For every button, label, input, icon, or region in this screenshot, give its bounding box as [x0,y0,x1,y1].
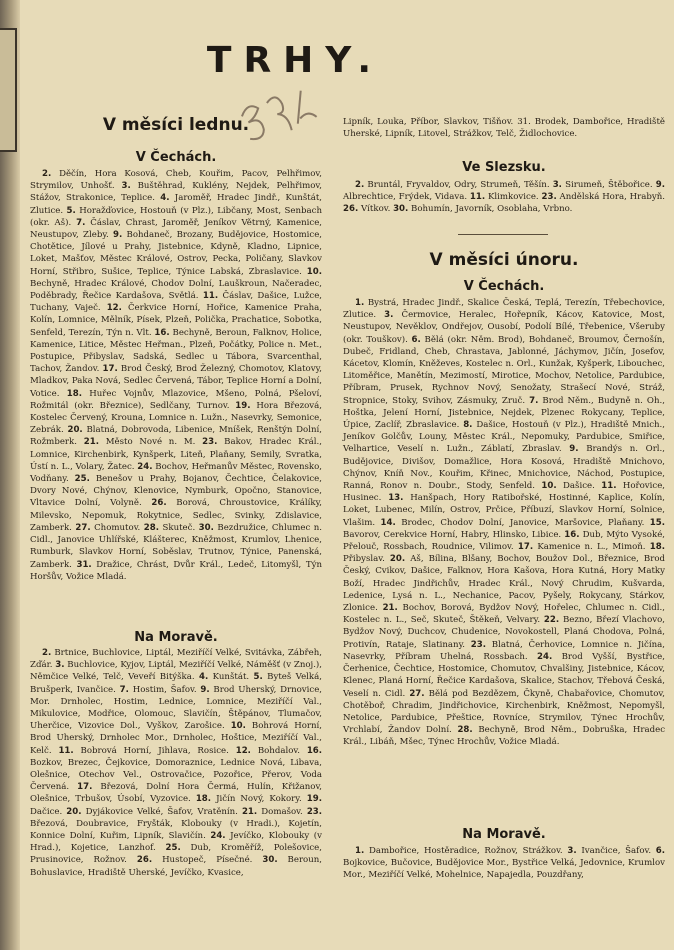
market-day: 13. [388,493,404,504]
market-day: 23. [306,806,323,817]
market-day: 6. [411,334,421,345]
market-towns: Hořovice, Husinec. [343,481,666,504]
market-towns: Brod Český, Brod Železný, Chomotov, Klatovy, Mladkov, Paka Nová, Sedlec Červená, Tábor, Teplice Horní a Dolní, Votice. [30,364,323,399]
market-day: 7. [529,395,539,406]
market-day: 5. [66,205,76,216]
market-day: 2. [42,648,52,658]
market-list-january-bohemia [30,168,322,583]
market-day: 6. [655,846,666,856]
market-day: 4. [160,193,170,204]
market-towns: Hanšpach, Hory Ratibořské, Hostinné, Kaplice, Kolín, Loket, Lubenec, Milín, Ostrov, Prčice, Příbuzí, Slavkov Horní, Solnice, Vlašim. [343,493,666,528]
market-towns: Dačice. [30,806,63,817]
market-day: 24. [210,831,226,842]
market-towns: Dyjákovice Velké, Šafov, Vratěnín. [85,806,238,817]
market-day: 19. [235,400,251,411]
market-towns: Čermovice, Heralec, Hořepník, Kácov, Katovice, Most, Neustupov, Nevěklov, Ondřejov, Ousobí, Podolí Bílé, Třebenice, Všeruby (okr. Touškov). [343,310,666,345]
market-towns: Jaroměř, Hradec Jindř., Kunštát, Zlutice. [30,193,323,216]
market-towns: Brtnice, Buchlovice, Liptál, Meziříčí Velké, Svitávka, Zábřeh, Zďár. [30,648,323,671]
market-towns: Kamenice n. L., Mimoň. [537,542,646,553]
market-day: 3. [384,310,394,321]
market-towns: Borová, Chroustovice, Králíky, Milevsko, Nepomuk, Rokytnice, Sedlec, Svinky, Zdislavice, Zamberk. [30,498,323,533]
market-day: 5. [253,672,263,683]
market-day: 24. [137,461,153,472]
market-day: 3. [552,180,562,190]
market-towns: Bavorov, Cerekvice Horní, Habry, Hlinsko, Libice. [343,529,562,540]
month-heading-february: V měsíci únoru. [429,250,579,270]
market-day: 30. [262,855,278,866]
market-day: 17. [102,364,118,375]
market-day: 17. [517,542,534,553]
market-day: 3. [121,181,131,192]
market-towns: Bobrová Horní, Jihlava, Rosice. [80,745,229,756]
market-towns: Bezdružice, Chlumec n. Cidl., Janovice Uhlířské, Klášterec, Kněžmost, Krumlov, Lhenice, Rumburk, Slavkov Horní, Soběslav, Trutnov, Týnice, Panenská, Zamberk. [30,522,323,570]
market-towns: Huřec Vojnův, Mlazovice, Mšeno, Polná, Pšeloví, Rožmitál (okr. Březnice), Sedlčany, Turnov. [30,388,323,411]
market-day: 14. [380,517,396,528]
market-towns: Jevíčko, Klobouky (v Hrad.), Kojetice, Lanzhof. [30,831,322,854]
market-day: 1. [355,298,365,308]
market-list-february-bohemia [343,297,665,749]
market-towns: Bělá (okr. Něm. Brod), Bohdaneč, Broumov, Černošín, Dubeč, Fridland, Cheb, Chrastava, Jablonné, Jáchymov, Jičín, Josefov, Kácetov, Klomín, Kněževes, Kostelec n. Orl., Kunžak, Kyšperk, Libouchec, Litoměřice, Manětín, Mezimostí, Mirotice, Mochov, Netolice, Pardubice, Příbram, Prusek, Rychnov Nový, Senožaty, Strašecí Nové, Stráž, Stropnice, Stoky, Svihov, Zásmuky, Zruč. [343,334,666,406]
market-towns: Benešov u Prahy, Bojanov, Čechtice, Čelakovice, Dvory Nové, Chýnov, Klenovice, Nymburk, Opočno, Stanovice, Vltavice Dolní, Volyně. [30,474,323,509]
market-day: 23. [202,437,218,448]
market-day: 19. [306,794,322,805]
market-towns: Bohdaneč, Brozany, Budějovice, Hostomice, Chotětice, Jílové u Prahy, Jistebnice, Kdyně, Kladno, Lipnice, Loket, Mašťov, Městec Králové, Ostrov, Pecka, Poličany, Slavkov Horní, Střibro, Sušice, Teplice, Týnice Labská, Zbraslavice. [30,230,323,277]
book-binding [0,0,20,950]
region-heading-silesia: Ve Slezsku. [462,160,546,175]
market-towns: Sirumeň, Štěbořice. [565,180,653,190]
market-day: 11. [469,192,486,203]
market-day: 16. [306,745,323,756]
market-towns: Buchlovice, Kyjov, Liptál, Meziříčí Velké, Náměšť (v Znoj.), Němčice Velké, Telč, Veveří Bitýška. [30,660,323,683]
market-towns: Bojkovice, Bučovice, Budějovice Mor., Bystřice Velká, Jedovnice, Krumlov Mor., Meziříčí Velké, Mohelnice, Napajedla, Pouzdřany, [343,858,665,881]
section-divider [458,234,548,235]
market-day: 28. [143,522,159,533]
market-towns: Domašov. [261,806,303,817]
market-day: 23. [470,639,487,650]
market-day: 10. [306,266,323,277]
market-day: 26. [343,204,359,215]
market-day: 2. [355,180,365,190]
right-column [343,0,665,950]
market-day: 11. [601,481,617,492]
market-day: 30. [198,522,214,533]
market-towns: Bohrová Horní, Brod Uherský, Drnholec Mor., Drnholec, Hoštice, Meziříčí Val., Kelč. [30,721,322,756]
market-day: 2. [42,169,52,179]
market-day: 17. [77,782,93,793]
market-towns: Hostim, Šafov. [132,684,197,695]
market-day: 18. [66,388,82,399]
market-towns: Blatná, Čerhovice, Lomnice n. Jičína, Nasevrky, Příbram Uhelná, Rossbach. [343,639,666,662]
market-day: 10. [541,481,557,492]
page-title: TRHY. [206,40,384,81]
market-towns: Bochov, Heřmanův Městec, Rovensko, Vodňany. [30,461,323,485]
market-towns: Čerkvice Horní, Hořice, Kamenice Praha, Kolín, Lomnice, Mělník, Písek, Plzeň, Polička, Prachatice, Sobotka, Senfeld, Terezín, Týn n. Vlt. [30,303,323,338]
market-day: 21. [241,806,258,817]
market-day: 9. [569,444,579,455]
market-towns: Brod Uherský, Drnovice, Mor. Drnholec, Hostim, Lednice, Lomnice, Meziříčí Val., Mikulovice, Modřice, Olomouc, Slavičín, Štěpánov, Tlumačov, Uherčice, Vizovice Dol., Vyškov, Zarošice. [30,684,323,732]
market-towns: Ivančice, Šafov. [581,846,652,856]
market-towns: Březová, Dolní Hora Čermá, Hulín, Křižanov, Olešnice, Trbušov, Úsobí, Vyzovice. [30,782,323,805]
market-day: 28. [457,725,473,736]
market-towns: Bechyně, Brod Něm., Dobruška, Hradec Král., Libáň, Mšec, Týnec Hrochův, Vožice Mladá. [343,725,666,748]
market-day: 12. [235,745,251,756]
market-day: 30. [393,204,409,215]
market-day: 7. [119,684,129,695]
market-towns: Bohdalov. [257,745,300,756]
market-day: 18. [195,794,212,805]
region-heading-moravia: Na Moravě. [134,630,218,645]
market-day: 23. [541,192,557,203]
market-towns: Dub, Kroměříž, Polešovice, Prusinovice, Rožnov. [30,843,322,866]
market-day: 9. [655,180,665,190]
market-towns: Jičín Nový, Kokory. [216,794,302,805]
market-towns: Brandýs n. Orl., Budějovice, Divišov, Domažlice, Hora Kosová, Hradiště Mnichovo, Chýnov, Kníň Nov., Kouřim, Křinec, Mnichovice, Náchod, Postupice, Ranná, Ronov n. Doubr., Stody, Senfeld. [343,444,666,492]
market-day: 11. [202,291,219,302]
market-list-february-moravia [343,845,665,882]
market-day: 26. [151,498,167,509]
market-day: 22. [543,615,560,626]
market-towns: Přibyslav. [343,554,385,565]
left-column [30,0,322,950]
market-day: 20. [67,425,83,436]
market-towns: Čáslav, Dašice, Lužce, Tuchany, Vaječ. [30,291,323,314]
market-day: 11. [58,745,74,756]
market-towns: Dambořice, Hostěradice, Rožnov, Strážkov. [368,846,563,856]
market-day: 9. [200,684,210,695]
market-towns: Hustopeč, Písečné. [162,855,253,866]
region-heading-bohemia-february: V Čechách. [463,279,545,294]
region-heading-moravia-february: Na Moravě. [462,827,546,842]
market-day: 27. [75,522,91,533]
market-day: 20. [389,554,406,565]
market-towns: Skuteč. [162,522,196,533]
market-towns: Děčín, Hora Kosová, Cheb, Kouřim, Pacov, Pelhřimov, Strymilov, Unhošť. [30,169,322,192]
market-day: 21. [382,603,398,614]
market-towns: Blatná, Dobrovoda, Libenice, Mníšek, Renštýn Dolní, Rožmberk. [30,425,322,448]
market-towns: Bystrá, Hradec Jindř., Skalice Česká, Teplá, Terezín, Třebechovice, Zlutice. [343,298,665,321]
market-list-january-silesia [343,179,665,216]
market-towns: Albrechtice, Frýdek, Vidava. [343,192,468,203]
market-day: 21. [83,437,99,448]
market-towns: Dražice, Chrást, Dvůr Král., Ledeč, Litomyšl, Týn Horšův, Vožice Mladá. [30,559,322,582]
market-towns: Bruntál, Fryvaldov, Odry, Strumeň, Těšín. [367,180,550,190]
market-day: 27. [409,688,425,699]
market-day: 16. [154,327,170,338]
market-day: 24. [536,651,553,662]
moravia-continuation: Lipník, Louka, Příbor, Slavkov, Tišňov. 31. Brodek, Dambořice, Hradiště Uherské, Lipník, Litovel, Strážkov, Telč, Židlochovice. [343,117,665,140]
month-heading-january: V měsíci lednu. [102,115,250,135]
market-day: 9. [113,230,123,241]
market-towns: Bělá pod Bezdězem, Čkyně, Chabařovice, Chomutov, Chotěboř, Chradim, Jindřichovice, Kirchenbirk, Kněžmost, Nepomyšl, Netolice, Pardubice, Přeštice, Rovníce, Strymilov, Týnec Hrochův, Vrchlabí, Žandov Dolní. [343,688,665,736]
market-towns: Byteš Velká, Brušperk, Ivančice. [30,672,322,695]
market-towns: Brod Něm., Budyně n. Oh., Hoštka, Jelení Horní, Jistebnice, Nejdek, Plzenec Rokycany, Teplice, Úpice, Zaclíř, Zbraslavice. [343,395,665,431]
market-towns: Buštěhrad, Kuklény, Nejdek, Pelhřimov, Stážov, Strakonice, Teplice. [30,181,322,204]
market-towns: Kunštát. [212,672,250,683]
market-towns: Bechyně, Beroun, Falknov, Holice, Kamenice, Litice, Městec Heřman., Plzeň, Počátky, Police n. Met., Postupice, Přibyslav, Sadská, Sedlec u Tábora, Svarcenthal, Tachov, Žandov. [30,327,323,375]
market-towns: Čáslav, Chrast, Jaroměř, Jeníkov Větrný, Kamenice, Neustupov, Zleby. [30,217,323,241]
market-day: 31. [76,559,92,570]
market-day: 1. [355,846,365,856]
market-day: 3. [55,660,65,671]
market-towns: Vítkov. [360,204,391,215]
market-day: 26. [136,855,153,866]
market-day: 16. [564,529,580,540]
region-heading-bohemia: V Čechách. [135,150,217,165]
market-day: 7. [76,217,86,228]
market-towns: Bohumín, Javorník, Osoblaha, Vrbno. [411,204,573,215]
market-day: 25. [74,474,90,485]
market-day: 10. [230,721,246,732]
market-day: 18. [649,542,666,553]
market-towns: Bakov, Hradec Král., Lomnice, Kirchenbirk, Kynšperk, Liteň, Plaňany, Semily, Svratka, Ústí n. L., Volary, Žatec. [30,437,323,472]
market-towns: Hora Březová, Kostelec Červený, Krouna, Lomnice n. Lužn., Nasevrky, Semonice, Zebrák. [30,400,323,436]
market-towns: Horažďovice, Hostouň (v Plz.), Libčany, Most, Senbach (okr. Aš). [30,205,323,228]
market-towns: Andělská Hora, Hrabyň. [559,192,665,203]
market-towns: Březová, Doubravice, Fryšták, Klobouky (v Hradi.), Kojetín, Konnice Dolní, Kuřim, Lipník, Slavičín. [30,818,322,842]
market-day: 3. [567,846,577,856]
market-towns: Beroun, Bohuslavice, Hradiště Uherské, Jevíčko, Kvasice, [30,855,323,878]
market-list-january-moravia [30,647,322,879]
market-day: 25. [165,843,181,854]
market-towns: Bechyně, Hradec Králové, Chodov Dolní, Lauškroun, Načeradec, Poděbrady, Řečice Kardašova, Světlá. [30,278,322,302]
market-towns: Chomutov. [94,522,141,533]
market-towns: Bozkov, Brezec, Čejkovice, Domoraznice, Lednice Nová, Libava, Olešnice, Otechov Vel., Ostrovačice, Pozořice, Přerov, Voda Červená. [30,757,322,793]
market-towns: Brodec, Chodov Dolní, Janovice, Maršovice, Plaňany. [401,517,645,528]
market-towns: Brod Vyšší, Bystřice, Čerhenice, Čechtice, Hostomice, Chomutov, Chvalšiny, Jistebnice, Kácov, Klenec, Planá Horní, Řečice Kardašova, Skalice, Stachov, Třebová Česká, Veselí n. Cidl. [343,651,666,699]
market-day: 8. [463,420,473,431]
market-towns: Aš, Bílina, Blšany, Bochov, Boužov Dol., Březnice, Brod Český, Cvikov, Dašice, Falknov, Hora Kašova, Hora Kutná, Hory Matky Boží, Hradec Jindřichův, Hradec Král., Nový Chrudim, Kušvarda, Ledenice, Lysá n. L., Nechanice, Pacov, Pyšely, Rokycany, Stárkov, Zlonice. [343,554,665,614]
market-towns: Dašice. [563,481,595,492]
market-day: 4. [199,672,209,683]
market-towns: Město Nové n. M. [105,437,196,448]
market-towns: Klimkovice. [487,192,539,203]
binding-ornament [0,28,17,152]
market-towns: Dašice, Hostouň (v Plz.), Hradiště Mnich., Jeníkov Golčův, Louny, Městec Král., Nepomuky, Pardubice, Smiřice, Velhartice, Veselí n. Lužn., Záblatí, Zbraslav. [343,420,666,455]
market-day: 20. [66,806,82,817]
market-towns: Dub, Mýto Vysoké, Přelouč, Rossbach, Roudnice, Vilimov. [343,529,666,553]
market-towns: Bezno, Březí Vlachovo, Bydžov Nový, Duchcov, Chudenice, Novokostell, Planá Chodova, Polná, Protivín, Rataje, Slatinany. [343,615,666,650]
market-towns: Bochov, Borová, Bydžov Nový, Hořelec, Chlumec n. Cidl., Kostelec n. L., Seč, Skuteč, Štěkeň, Velvary. [343,603,666,626]
market-day: 12. [106,303,122,314]
market-day: 15. [649,517,665,528]
